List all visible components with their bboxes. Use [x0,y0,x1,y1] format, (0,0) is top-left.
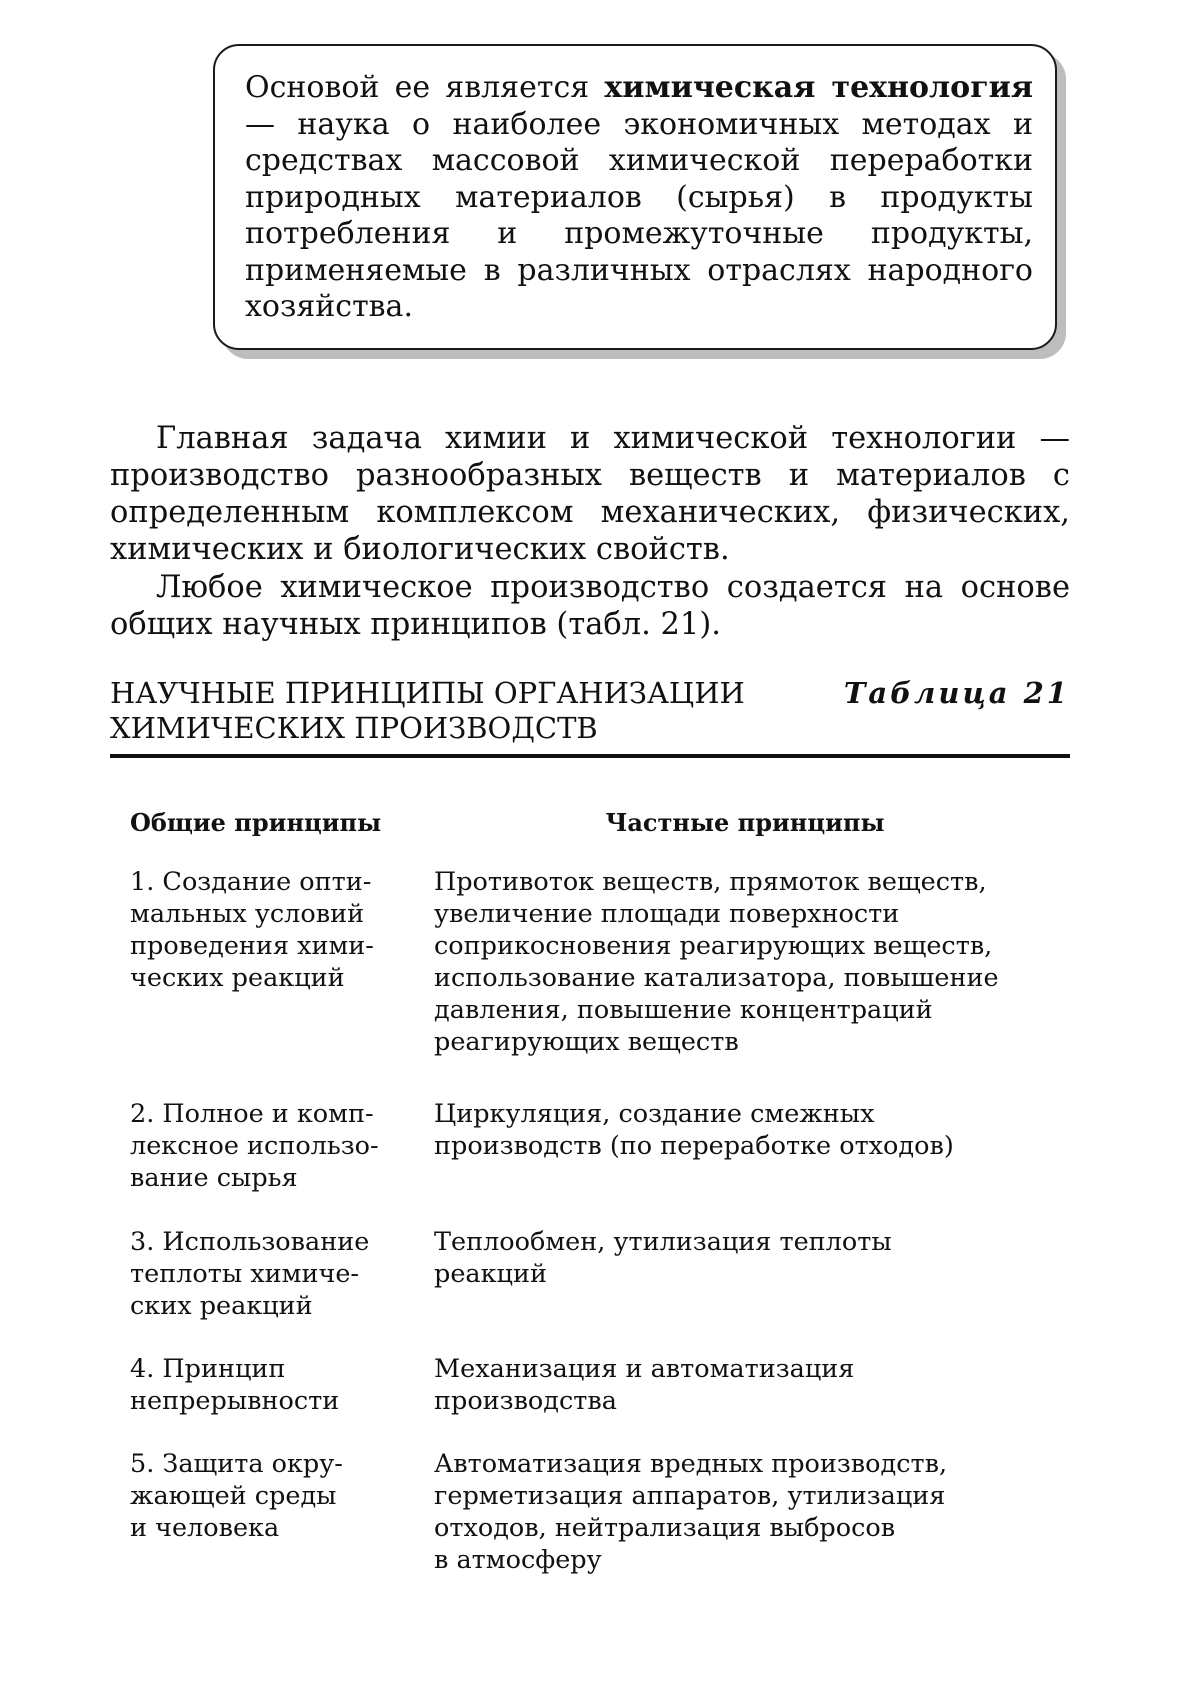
definition-term: химическая технология [604,70,1033,105]
general-principle-cell: 2. Полное и комп- лексное использо- вание сырья [130,1099,379,1193]
particular-principle-cell: Механизация и автоматизация производства [434,1354,855,1416]
particular-principle-cell: Противоток веществ, прямоток веществ, увеличение площади поверхности соприкосновения реагирующих веществ, использование катализатора, повышение давления, повышение концентраций реагирующих веществ [434,867,999,1057]
paragraph-main-task: Главная задача химии и химической технологии — производство разнообразных веществ и материалов с определенным комплексом механических, физических, химических и биологических свойств. [110,421,1070,567]
paragraph-principles-ref: Любое химическое производство создается на основе общих научных принципов (табл. 21). [110,570,1070,642]
general-principle-cell: 5. Защита окру- жающей среды и человека [130,1449,343,1543]
column-header-general: Общие принципы [130,808,382,837]
definition-box [213,44,1057,350]
particular-principle-cell: Автоматизация вредных производств, герметизация аппаратов, утилизация отходов, нейтрализация выбросов в атмосферу [434,1449,948,1575]
table-number: Таблица 21 [843,676,1070,710]
particular-principle-cell: Теплообмен, утилизация теплоты реакций [434,1227,892,1289]
definition-intro: Основой ее является [245,70,605,105]
definition-text [245,70,1033,326]
general-principle-cell: 1. Создание опти- мальных условий проведения хими- ческих реакций [130,867,374,993]
particular-principle-cell: Циркуляция, создание смежных производств (по переработке отходов) [434,1099,954,1161]
general-principle-cell: 3. Использование теплоты химиче- ских реакций [130,1227,370,1321]
column-header-particular: Частные принципы [605,808,885,837]
general-principle-cell: 4. Принцип непрерывности [130,1354,340,1416]
table-rule [110,754,1070,758]
definition-rest: — наука о наиболее экономичных методах и средствах массовой химической переработки природных материалов (сырья) в продукты потребления и промежуточные продукты, применяемые в различных отраслях народного хозяйства. [245,106,1033,324]
table-title: НАУЧНЫЕ ПРИНЦИПЫ ОРГАНИЗАЦИИ ХИМИЧЕСКИХ ПРОИЗВОДСТВ [110,676,745,745]
